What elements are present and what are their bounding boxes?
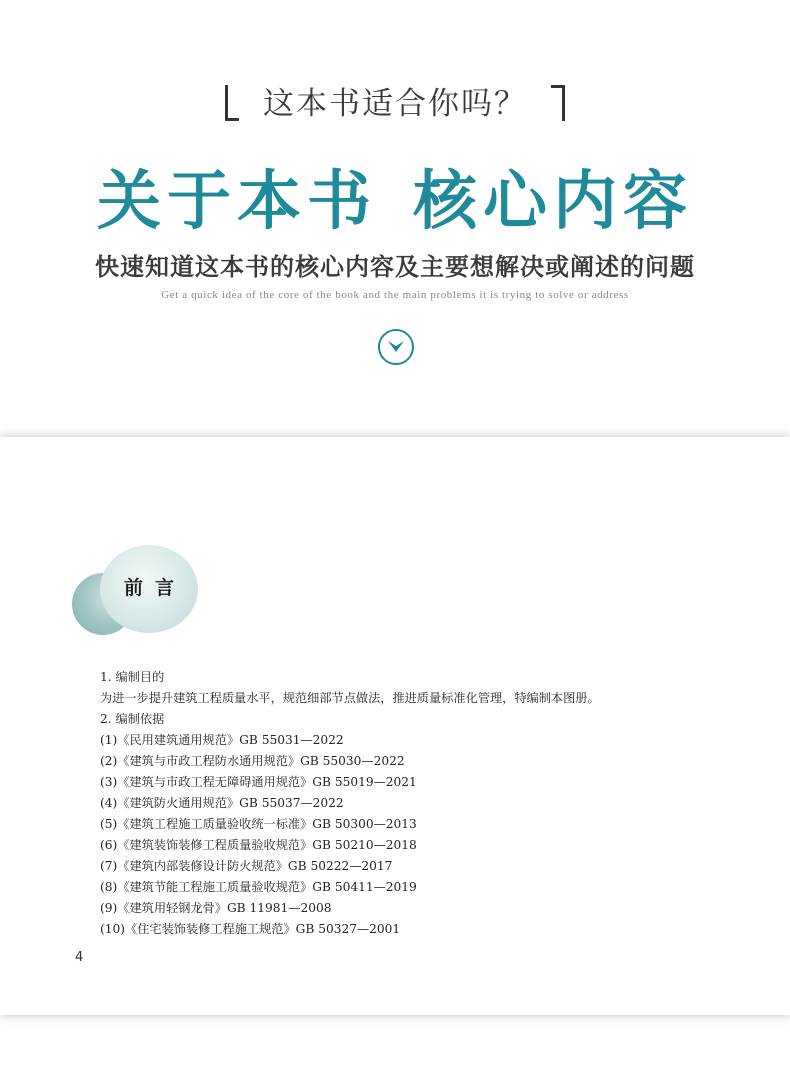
basis-heading: 2. 编制依据 bbox=[100, 712, 165, 726]
purpose-heading: 1. 编制目的 bbox=[100, 670, 165, 684]
reference-item: (9)《建筑用轻钢龙骨》GB 11981—2008 bbox=[100, 901, 332, 915]
subtitle-english: Get a quick idea of the core of the book and the main problems it is trying to solve or address bbox=[161, 289, 629, 301]
reference-item: (7)《建筑内部装修设计防火规范》GB 50222—2017 bbox=[100, 859, 393, 873]
main-title-part2: 核心内容 bbox=[413, 164, 693, 239]
purpose-text: 为进一步提升建筑工程质量水平，规范细部节点做法，推进质量标准化管理，特编制本图册。 bbox=[100, 691, 600, 705]
page-number: 4 bbox=[75, 950, 84, 965]
chevron-down-icon[interactable] bbox=[378, 329, 414, 365]
reference-item: (6)《建筑装饰装修工程质量验收规范》GB 50210—2018 bbox=[100, 838, 417, 852]
reference-item: (8)《建筑节能工程施工质量验收规范》GB 50411—2019 bbox=[100, 880, 417, 894]
header-banner bbox=[0, 0, 790, 420]
section-title: 前言 bbox=[124, 577, 187, 599]
reference-item: (4)《建筑防火通用规范》GB 55037—2022 bbox=[100, 796, 344, 810]
book-page bbox=[0, 437, 790, 1015]
main-title-part1: 关于本书 bbox=[97, 164, 377, 239]
left-bracket-icon bbox=[225, 85, 239, 121]
preface-content bbox=[100, 667, 720, 940]
reference-item: (10)《住宅装饰装修工程施工规范》GB 50327—2001 bbox=[100, 922, 401, 936]
section-badge bbox=[72, 545, 202, 635]
reference-item: (2)《建筑与市政工程防水通用规范》GB 55030—2022 bbox=[100, 754, 405, 768]
right-bracket-icon bbox=[551, 85, 565, 121]
question-text: 这本书适合你吗？ bbox=[263, 86, 527, 122]
main-title bbox=[0, 150, 790, 242]
subtitle-chinese: 快速知道这本书的核心内容及主要想解决或阐述的问题 bbox=[95, 252, 695, 281]
reference-item: (1)《民用建筑通用规范》GB 55031—2022 bbox=[100, 733, 344, 747]
question-heading bbox=[0, 78, 790, 124]
reference-item: (5)《建筑工程施工质量验收统一标准》GB 50300—2013 bbox=[100, 817, 417, 831]
reference-item: (3)《建筑与市政工程无障碍通用规范》GB 55019—2021 bbox=[100, 775, 417, 789]
